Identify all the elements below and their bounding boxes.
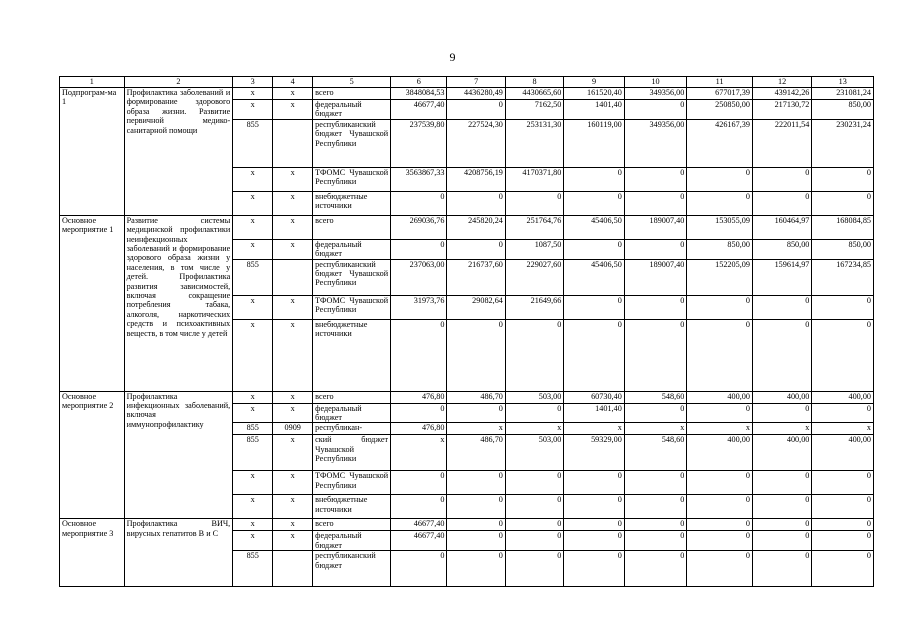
amount-cell: 0 [624,403,687,423]
amount-cell: 0 [447,100,505,120]
amount-cell: 45406,50 [564,215,624,239]
amount-cell: 0 [564,471,624,495]
code-cell: 855 [233,551,273,587]
code-cell: x [233,100,273,120]
code-cell: 855 [233,423,273,435]
amount-cell: 486,70 [447,435,505,471]
amount-cell: 4430665,60 [505,88,563,100]
amount-cell: 1401,40 [564,100,624,120]
code-cell [273,119,313,167]
amount-cell: 0 [564,551,624,587]
code-cell: x [273,435,313,471]
amount-cell: 677017,39 [687,88,753,100]
amount-cell: 0 [752,531,811,551]
amount-cell: 3563867,33 [391,167,447,191]
amount-cell: 230231,24 [812,119,874,167]
funding-source-cell: республиканский бюджет Чувашской Республики [313,119,391,167]
amount-cell: 0 [752,403,811,423]
amount-cell: 189007,40 [624,215,687,239]
amount-cell: 0 [447,495,505,519]
amount-cell: 269036,76 [391,215,447,239]
amount-cell: 0 [391,239,447,259]
amount-cell: 548,60 [624,435,687,471]
amount-cell: 3848084,53 [391,88,447,100]
amount-cell: 349356,00 [624,88,687,100]
amount-cell: 0 [624,551,687,587]
code-cell: x [233,495,273,519]
amount-cell: 0 [812,319,874,391]
code-cell: x [233,391,273,403]
amount-cell: 0 [687,295,753,319]
funding-source-cell: федеральный бюджет [313,100,391,120]
column-header: 6 [391,77,447,88]
amount-cell: 0 [624,531,687,551]
amount-cell: 161520,40 [564,88,624,100]
amount-cell: 426167,39 [687,119,753,167]
amount-cell: 0 [624,191,687,215]
amount-cell: 29082,64 [447,295,505,319]
amount-cell: 0 [624,100,687,120]
amount-cell: 253131,30 [505,119,563,167]
code-cell: x [273,519,313,531]
amount-cell: 0 [391,403,447,423]
page-number: 9 [449,50,456,64]
code-cell: x [273,391,313,403]
code-cell: x [233,215,273,239]
amount-cell: 400,00 [687,391,753,403]
table-row [60,391,874,403]
amount-cell: 0 [624,519,687,531]
code-cell: x [273,191,313,215]
amount-cell: 216737,60 [447,259,505,295]
code-cell: x [233,319,273,391]
column-header: 8 [505,77,563,88]
code-cell: 855 [233,435,273,471]
amount-cell: 400,00 [812,435,874,471]
amount-cell: 0 [505,403,563,423]
funding-source-cell: внебюджетные источники [313,319,391,391]
amount-cell: 46677,40 [391,531,447,551]
amount-cell: 349356,00 [624,119,687,167]
code-cell: x [233,531,273,551]
amount-cell: 0 [564,519,624,531]
amount-cell: 0 [505,495,563,519]
program-name-cell: Подпрограм-ма 1 [60,88,125,216]
column-header: 3 [233,77,273,88]
header-row [60,77,874,88]
amount-cell: x [505,423,563,435]
amount-cell: 0 [624,471,687,495]
amount-cell: 45406,50 [564,259,624,295]
amount-cell: 400,00 [752,435,811,471]
amount-cell: 400,00 [752,391,811,403]
amount-cell: 0 [564,531,624,551]
program-description-cell: Профилактика заболеваний и формирование здорового образа жизни. Развитие первичной медико-санитарной помощи [124,88,233,216]
amount-cell: 167234,85 [812,259,874,295]
code-cell: x [273,88,313,100]
amount-cell: 46677,40 [391,100,447,120]
column-header: 10 [624,77,687,88]
amount-cell: 0 [505,319,563,391]
amount-cell: 4208756,19 [447,167,505,191]
funding-source-cell: ТФОМС Чувашской Республики [313,167,391,191]
amount-cell: 1401,40 [564,403,624,423]
amount-cell: 0 [564,319,624,391]
amount-cell: 400,00 [812,391,874,403]
column-header: 5 [313,77,391,88]
code-cell: x [233,191,273,215]
amount-cell: 0 [624,319,687,391]
amount-cell: 476,80 [391,391,447,403]
amount-cell: 0 [447,551,505,587]
amount-cell: 0 [687,471,753,495]
amount-cell: 0 [752,191,811,215]
column-header: 4 [273,77,313,88]
amount-cell: 0 [564,239,624,259]
amount-cell: 0 [391,495,447,519]
amount-cell: 439142,26 [752,88,811,100]
amount-cell: 0 [812,471,874,495]
amount-cell: 0 [687,167,753,191]
amount-cell: 4170371,80 [505,167,563,191]
amount-cell: 21649,66 [505,295,563,319]
program-name-cell: Основное мероприятие 2 [60,391,125,519]
amount-cell: 400,00 [687,435,753,471]
column-header: 1 [60,77,125,88]
amount-cell: 0 [752,495,811,519]
code-cell: x [273,319,313,391]
code-cell: x [273,531,313,551]
amount-cell: 0 [812,295,874,319]
program-name-cell: Основное мероприятие 1 [60,215,125,391]
amount-cell: 0 [447,191,505,215]
amount-cell: 0 [752,551,811,587]
funding-source-cell: федеральный бюджет [313,239,391,259]
amount-cell: 503,00 [505,391,563,403]
amount-cell: 850,00 [812,239,874,259]
code-cell: x [233,239,273,259]
amount-cell: 31973,76 [391,295,447,319]
funding-source-cell: республиканский бюджет [313,551,391,587]
amount-cell: 0 [447,319,505,391]
amount-cell: 0 [391,551,447,587]
code-cell: x [233,167,273,191]
amount-cell: 217130,72 [752,100,811,120]
column-header: 11 [687,77,753,88]
amount-cell: 0 [687,551,753,587]
program-name-cell: Основное мероприятие 3 [60,519,125,587]
code-cell [273,551,313,587]
column-header: 13 [812,77,874,88]
table-row [60,88,874,100]
amount-cell: 0 [687,319,753,391]
amount-cell: 476,80 [391,423,447,435]
code-cell: x [233,403,273,423]
amount-cell: x [624,423,687,435]
code-cell: x [233,471,273,495]
amount-cell: 503,00 [505,435,563,471]
amount-cell: 189007,40 [624,259,687,295]
amount-cell: 4436280,49 [447,88,505,100]
amount-cell: 486,70 [447,391,505,403]
amount-cell: 0 [812,495,874,519]
amount-cell: 222011,54 [752,119,811,167]
amount-cell: 160464,97 [752,215,811,239]
amount-cell: 850,00 [812,100,874,120]
amount-cell: 0 [687,495,753,519]
amount-cell: 251764,76 [505,215,563,239]
amount-cell: x [752,423,811,435]
amount-cell: 231081,24 [812,88,874,100]
amount-cell: 245820,24 [447,215,505,239]
amount-cell: 250850,00 [687,100,753,120]
amount-cell: x [687,423,753,435]
amount-cell: 0 [687,403,753,423]
code-cell: x [273,495,313,519]
amount-cell: 0 [505,551,563,587]
code-cell: x [233,88,273,100]
program-description-cell: Профилактика ВИЧ, вирусных гепатитов В и С [124,519,233,587]
amount-cell: 0 [391,319,447,391]
amount-cell: x [564,423,624,435]
funding-source-cell: внебюджетные источники [313,191,391,215]
amount-cell: 0 [505,519,563,531]
amount-cell: x [391,435,447,471]
funding-source-cell: ский бюджет Чувашской Республики [313,435,391,471]
amount-cell: 0 [624,495,687,519]
program-description-cell: Профилактика инфекционных заболеваний, включая иммунопрофилактику [124,391,233,519]
amount-cell: 548,60 [624,391,687,403]
funding-source-cell: федеральный бюджет [313,531,391,551]
funding-source-cell: ТФОМС Чувашской Республики [313,471,391,495]
amount-cell: 0 [812,551,874,587]
table-row [60,215,874,239]
code-cell: x [273,215,313,239]
amount-cell: 46677,40 [391,519,447,531]
amount-cell: 0 [812,167,874,191]
amount-cell: 152205,09 [687,259,753,295]
code-cell: x [233,295,273,319]
amount-cell: 229027,60 [505,259,563,295]
amount-cell: 0 [391,471,447,495]
amount-cell: 160119,00 [564,119,624,167]
amount-cell: 1087,50 [505,239,563,259]
code-cell: x [273,295,313,319]
code-cell: x [233,519,273,531]
amount-cell: 0 [752,295,811,319]
amount-cell: 0 [447,403,505,423]
amount-cell: 0 [447,519,505,531]
amount-cell: 0 [687,531,753,551]
amount-cell: 0 [624,167,687,191]
amount-cell: 0 [505,531,563,551]
amount-cell: 0 [447,239,505,259]
amount-cell: 237063,00 [391,259,447,295]
funding-source-cell: ТФОМС Чувашской Республики [313,295,391,319]
amount-cell: 0 [812,531,874,551]
program-description-cell: Развитие системы медицинской профилактики неинфекционных заболеваний и формирование здорового образа жизни у населения, в том числе у детей. Профилактика развития зависимостей, включая сокращение потребления табака, алкоголя, наркотических средств и психоактивных веществ, в том числе у детей [124,215,233,391]
amount-cell: 0 [505,191,563,215]
amount-cell: 850,00 [752,239,811,259]
budget-table [59,76,874,587]
code-cell: x [273,403,313,423]
amount-cell: 0 [564,191,624,215]
amount-cell: 0 [624,295,687,319]
amount-cell: 0 [447,471,505,495]
amount-cell: 60730,40 [564,391,624,403]
column-header: 9 [564,77,624,88]
funding-source-cell: всего [313,519,391,531]
amount-cell: 0 [812,191,874,215]
amount-cell: 0 [812,403,874,423]
code-cell: 0909 [273,423,313,435]
amount-cell: 0 [391,191,447,215]
column-header: 2 [124,77,233,88]
amount-cell: 237539,80 [391,119,447,167]
amount-cell: 7162,50 [505,100,563,120]
amount-cell: 0 [752,319,811,391]
amount-cell: 850,00 [687,239,753,259]
amount-cell: 0 [687,519,753,531]
code-cell: 855 [233,119,273,167]
amount-cell: 153055,09 [687,215,753,239]
funding-source-cell: республиканский бюджет Чувашской Республики [313,259,391,295]
amount-cell: 227524,30 [447,119,505,167]
amount-cell: 0 [564,167,624,191]
code-cell: x [273,239,313,259]
amount-cell: 0 [564,495,624,519]
column-header: 7 [447,77,505,88]
amount-cell: 168084,85 [812,215,874,239]
amount-cell: 0 [624,239,687,259]
amount-cell: 159614,97 [752,259,811,295]
amount-cell: 0 [447,531,505,551]
funding-source-cell: внебюджетные источники [313,495,391,519]
funding-source-cell: республикан- [313,423,391,435]
amount-cell: 0 [752,519,811,531]
code-cell: x [273,100,313,120]
amount-cell: 0 [564,295,624,319]
amount-cell: 0 [752,471,811,495]
amount-cell: 0 [752,167,811,191]
code-cell [273,259,313,295]
amount-cell: 59329,00 [564,435,624,471]
amount-cell: 0 [812,519,874,531]
amount-cell: x [812,423,874,435]
amount-cell: 0 [505,471,563,495]
funding-source-cell: всего [313,215,391,239]
code-cell: x [273,167,313,191]
column-header: 12 [752,77,811,88]
funding-source-cell: всего [313,88,391,100]
funding-source-cell: всего [313,391,391,403]
amount-cell: 0 [687,191,753,215]
funding-source-cell: федеральный бюджет [313,403,391,423]
code-cell: x [273,471,313,495]
table-row [60,519,874,531]
amount-cell: x [447,423,505,435]
code-cell: 855 [233,259,273,295]
